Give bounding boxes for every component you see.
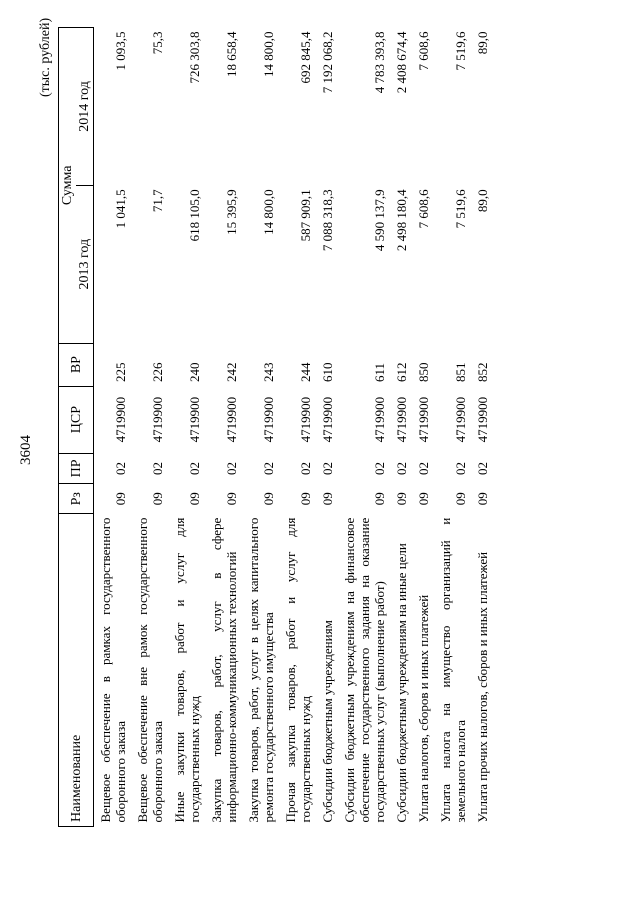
row-vr: 850 <box>416 362 431 383</box>
table-row <box>338 28 390 827</box>
row-name: Прочая закупка товаров, работ и услуг для государственных нужд <box>283 517 313 823</box>
unit-note: (тыс. рублей) <box>38 17 53 97</box>
row-2014: 89,0 <box>475 31 490 55</box>
row-rz: 09 <box>416 492 431 506</box>
row-2013: 14 800,0 <box>261 189 276 235</box>
row-2014: 7 192 068,2 <box>320 31 335 94</box>
table-header <box>59 28 94 827</box>
row-vr: 612 <box>394 362 409 383</box>
row-rz: 09 <box>150 492 165 506</box>
header-pr: ПР <box>59 453 94 484</box>
row-rz: 09 <box>372 492 387 506</box>
row-2014: 692 845,4 <box>298 31 313 84</box>
row-vr: 611 <box>372 363 387 383</box>
table-row <box>390 28 412 827</box>
row-csr: 4719900 <box>224 396 239 443</box>
row-pr: 02 <box>372 461 387 475</box>
row-2014: 726 303,8 <box>187 31 202 84</box>
row-rz: 09 <box>320 492 335 506</box>
row-pr: 02 <box>150 461 165 475</box>
row-2014: 1 093,5 <box>113 31 128 71</box>
row-pr: 02 <box>475 461 490 475</box>
row-vr: 242 <box>224 362 239 383</box>
row-name: Уплата налогов, сборов и иных платежей <box>416 594 431 823</box>
row-2014: 4 783 393,8 <box>372 31 387 94</box>
row-2014: 14 800,0 <box>261 31 276 77</box>
table-row <box>279 28 316 827</box>
row-name: Вещевое обеспечение вне рамок государственного оборонного заказа <box>135 517 165 823</box>
row-csr: 4719900 <box>372 396 387 443</box>
table-row <box>412 28 434 827</box>
row-pr: 02 <box>224 461 239 475</box>
row-pr: 02 <box>187 461 202 475</box>
row-csr: 4719900 <box>475 396 490 443</box>
table-row <box>242 28 279 827</box>
row-csr: 4719900 <box>394 396 409 443</box>
row-vr: 610 <box>320 362 335 383</box>
row-pr: 02 <box>298 461 313 475</box>
row-rz: 09 <box>224 492 239 506</box>
row-csr: 4719900 <box>150 396 165 443</box>
row-2013: 7 608,6 <box>416 189 431 229</box>
row-name: Уплата прочих налогов, сборов и иных платежей <box>475 551 490 823</box>
row-csr: 4719900 <box>416 396 431 443</box>
page-number: 3604 <box>18 435 34 465</box>
row-2013: 7 519,6 <box>453 189 468 229</box>
row-2014: 2 408 674,4 <box>394 31 409 94</box>
header-2014: 2014 год <box>76 28 94 186</box>
row-2014: 75,3 <box>150 31 165 55</box>
header-rz: Рз <box>59 484 94 514</box>
row-rz: 09 <box>261 492 276 506</box>
table-row <box>434 28 471 827</box>
row-2013: 2 498 180,4 <box>394 189 409 252</box>
row-csr: 4719900 <box>113 396 128 443</box>
table-row <box>131 28 168 827</box>
row-csr: 4719900 <box>261 396 276 443</box>
row-pr: 02 <box>394 461 409 475</box>
row-2014: 18 658,4 <box>224 31 239 77</box>
row-pr: 02 <box>416 461 431 475</box>
table-row <box>205 28 242 827</box>
row-name: Закупка товаров, работ, услуг в целях капитального ремонта государственного имущества <box>246 517 276 823</box>
row-vr: 851 <box>453 362 468 383</box>
row-name: Субсидии бюджетным учреждениям на финансовое обеспечение государственного задания на оказание государственных услуг (выполнение работ) <box>342 517 387 823</box>
header-name: Наименование <box>59 514 94 827</box>
row-rz: 09 <box>475 492 490 506</box>
row-vr: 240 <box>187 362 202 383</box>
row-2013: 1 041,5 <box>113 189 128 229</box>
row-2013: 89,0 <box>475 189 490 213</box>
row-pr: 02 <box>261 461 276 475</box>
row-name: Закупка товаров, работ, услуг в сфере информационно-коммуникационных технологий <box>209 517 239 823</box>
row-2013: 618 105,0 <box>187 189 202 242</box>
row-2013: 4 590 137,9 <box>372 189 387 252</box>
row-pr: 02 <box>113 461 128 475</box>
row-2013: 587 909,1 <box>298 189 313 242</box>
row-name: Уплата налога на имущество организаций и земельного налога <box>438 517 468 823</box>
row-csr: 4719900 <box>320 396 335 443</box>
row-name: Субсидии бюджетным учреждениям на иные цели <box>394 543 409 823</box>
row-csr: 4719900 <box>453 396 468 443</box>
row-rz: 09 <box>453 492 468 506</box>
row-2013: 15 395,9 <box>224 189 239 235</box>
header-2013: 2013 год <box>76 185 94 343</box>
row-rz: 09 <box>394 492 409 506</box>
row-2014: 7 608,6 <box>416 31 431 71</box>
row-name: Вещевое обеспечение в рамках государственного оборонного заказа <box>98 517 128 823</box>
row-vr: 852 <box>475 362 490 383</box>
row-name: Иные закупки товаров, работ и услуг для государственных нужд <box>172 517 202 823</box>
row-2013: 7 088 318,3 <box>320 189 335 252</box>
header-vr: ВР <box>59 343 94 386</box>
row-rz: 09 <box>187 492 202 506</box>
table-row <box>168 28 205 827</box>
row-pr: 02 <box>453 461 468 475</box>
budget-table <box>58 27 493 827</box>
row-2014: 7 519,6 <box>453 31 468 71</box>
row-vr: 225 <box>113 362 128 383</box>
row-vr: 243 <box>261 362 276 383</box>
row-csr: 4719900 <box>298 396 313 443</box>
row-vr: 244 <box>298 362 313 383</box>
table-body <box>94 28 494 827</box>
table-row <box>94 28 132 827</box>
header-csr: ЦСР <box>59 386 94 453</box>
header-sum: Сумма <box>59 28 77 344</box>
row-rz: 09 <box>298 492 313 506</box>
row-rz: 09 <box>113 492 128 506</box>
row-2013: 71,7 <box>150 189 165 213</box>
table-row <box>316 28 338 827</box>
row-pr: 02 <box>320 461 335 475</box>
row-csr: 4719900 <box>187 396 202 443</box>
row-name: Субсидии бюджетным учреждениям <box>320 620 335 823</box>
table-row <box>471 28 493 827</box>
row-vr: 226 <box>150 362 165 383</box>
